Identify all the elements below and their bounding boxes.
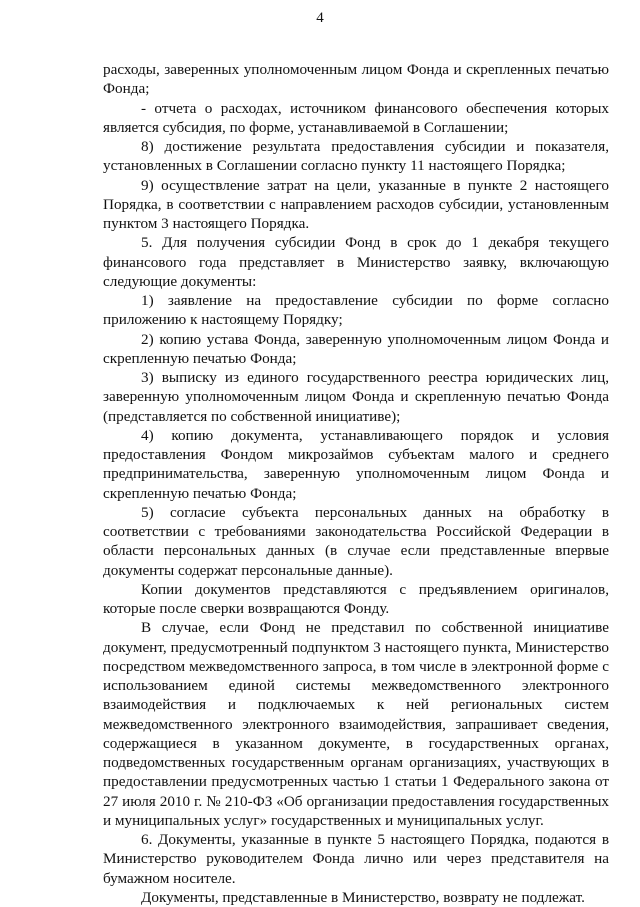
page-number: 4 [316,10,324,26]
paragraph: 6. Документы, указанные в пункте 5 настоящего Порядка, подаются в Министерство руководителем Фонда лично или через представителя на бумажном носителе. [103,831,609,887]
paragraph: 4) копию документа, устанавливающего порядок и условия предоставления Фондом микрозаймов субъектам малого и среднего предпринимательства, заверенную уполномоченным лицом Фонда и скрепленную печатью Фонда; [103,426,609,502]
paragraph: Документы, представленные в Министерство, возврату не подлежат. [141,888,585,906]
paragraph: 1) заявление на предоставление субсидии по форме согласно приложению к настоящему Порядку; [103,292,609,329]
paragraph: 8) достижение результата предоставления субсидии и показателя, установленных в Соглашении согласно пункту 11 настоящего Порядка; [103,138,609,175]
paragraph: 5. Для получения субсидии Фонд в срок до 1 декабря текущего финансового года представляет в Министерство заявку, включающую следующие документы: [103,234,609,290]
document-body [103,60,609,907]
paragraph: В случае, если Фонд не представил по собственной инициативе документ, предусмотренный подпунктом 3 настоящего пункта, Министерство посредством межведомственного запроса, в том числе в электронной форме с использованием единой системы межведомственного электронного взаимодействия и подключаемых к ней региональных систем межведомственного электронного взаимодействия, запрашивает сведения, содержащиеся в указанном документе, в государственных органах, подведомственных государственным органам организациях, участвующих в предоставлении предусмотренных частью 1 статьи 1 Федерального закона от 27 июля 2010 г. № 210-ФЗ «Об организации предоставления государственных и муниципальных услуг» государственных и муниципальных услуг. [103,619,609,829]
paragraph: Копии документов представляются с предъявлением оригиналов, которые после сверки возвращаются Фонду. [103,580,609,617]
paragraph: расходы, заверенных уполномоченным лицом Фонда и скрепленных печатью Фонда; [103,61,609,98]
paragraph: 3) выписку из единого государственного реестра юридических лиц, заверенную уполномоченным лицом Фонда и скрепленную печатью Фонда (представляется по собственной инициативе); [103,369,609,425]
paragraph: 5) согласие субъекта персональных данных на обработку в соответствии с требованиями законодательства Российской Федерации в области персональных данных (в случае если представленные впервые документы содержат персональные данные). [103,503,609,579]
paragraph: 9) осуществление затрат на цели, указанные в пункте 2 настоящего Порядка, в соответствии с направлением расходов субсидии, установленным пунктом 3 настоящего Порядка. [103,176,609,232]
paragraph: 2) копию устава Фонда, заверенную уполномоченным лицом Фонда и скрепленную печатью Фонда; [103,330,609,367]
paragraph: - отчета о расходах, источником финансового обеспечения которых является субсидия, по форме, устанавливаемой в Соглашении; [103,99,609,136]
